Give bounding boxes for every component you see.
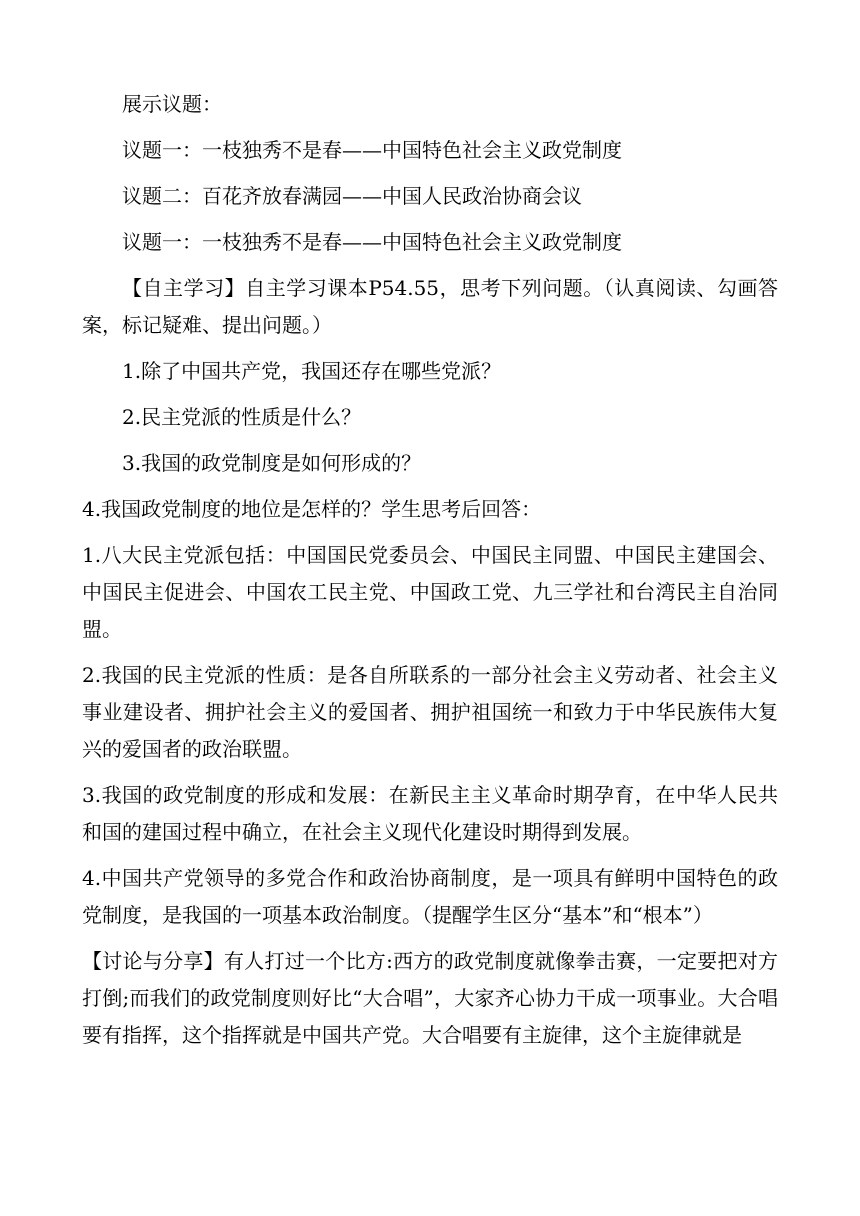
topic-2: 议题二：百花齐放春满园——中国人民政治协商会议 xyxy=(122,184,582,208)
section-heading: 展示议题： xyxy=(122,92,222,116)
question-4: 4.我国政党制度的地位是怎样的？学生思考后回答： xyxy=(82,497,542,521)
discussion-paragraph: 【讨论与分享】有人打过一个比方:西方的政党制度就像拳击赛，一定要把对方打倒;而我们的政党制度则好比“大合唱”，大家齐心协力干成一项事业。大合唱要有指挥，这个指挥就是中国共产党。大合唱要有主旋律，这个主旋律就是 xyxy=(82,949,778,1047)
answer-4: 4.中国共产党领导的多党合作和政治协商制度，是一项具有鲜明中国特色的政党制度，是我国的一项基本政治制度。（提醒学生区分“基本”和“根本”） xyxy=(82,866,778,927)
question-1: 1.除了中国共产党，我国还存在哪些党派？ xyxy=(122,359,502,383)
self-study-paragraph: 【自主学习】自主学习课本P54.55，思考下列问题。（认真阅读、勾画答案，标记疑难、提出问题。） xyxy=(82,276,778,337)
question-2: 2.民主党派的性质是什么？ xyxy=(122,405,362,429)
document-page xyxy=(82,86,778,1054)
answer-1: 1.八大民主党派包括：中国国民党委员会、中国民主同盟、中国民主建国会、中国民主促进会、中国农工民主党、中国政工党、九三学社和台湾民主自治同盟。 xyxy=(82,543,778,641)
topic-1-repeat: 议题一：一枝独秀不是春——中国特色社会主义政党制度 xyxy=(122,230,622,254)
answer-3: 3.我国的政党制度的形成和发展：在新民主主义革命时期孕育，在中华人民共和国的建国过程中确立，在社会主义现代化建设时期得到发展。 xyxy=(82,783,778,844)
question-3: 3.我国的政党制度是如何形成的？ xyxy=(122,451,422,475)
answer-2: 2.我国的民主党派的性质：是各自所联系的一部分社会主义劳动者、社会主义事业建设者、拥护社会主义的爱国者、拥护祖国统一和致力于中华民族伟大复兴的爱国者的政治联盟。 xyxy=(82,663,778,761)
topic-1: 议题一：一枝独秀不是春——中国特色社会主义政党制度 xyxy=(122,138,622,162)
